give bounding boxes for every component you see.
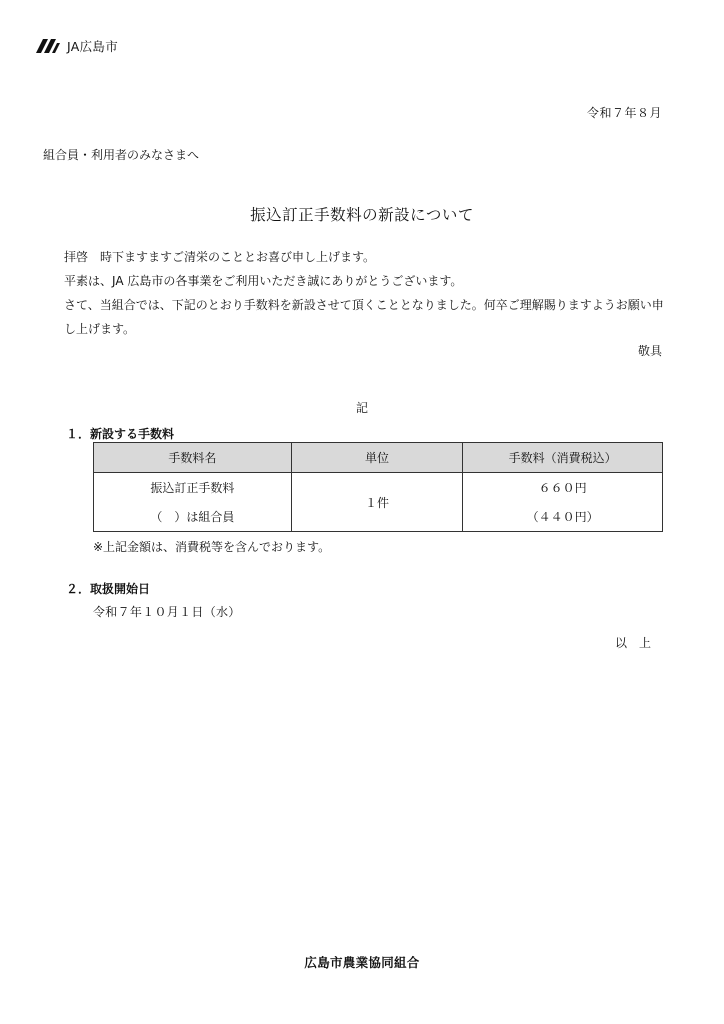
- table-header-row: [94, 443, 663, 473]
- tax-note: ※上記金額は、消費税等を含んでおります。: [93, 540, 331, 554]
- paragraph-announcement: さて、当組合では、下記のとおり手数料を新設させて頂くこととなりました。何卒ご理解賜りますようお願い申し上げます。: [64, 298, 664, 336]
- paragraph-thanks: 平素は、JA 広島市の各事業をご利用いただき誠にありがとうございます。: [64, 274, 463, 288]
- table-row: [94, 473, 663, 532]
- closing-ijo: 以 上: [614, 636, 651, 650]
- header-unit: 単位: [291, 443, 463, 473]
- logo-text: JA広島市: [67, 39, 119, 54]
- cell-unit: １件: [291, 473, 463, 532]
- header-fee-amount: 手数料（消費税込）: [463, 443, 663, 473]
- cell-fee-amount: [463, 473, 663, 532]
- fee-amount-line1: ６６０円: [538, 481, 587, 495]
- header-fee-name: 手数料名: [94, 443, 292, 473]
- closing-keigu: 敬具: [637, 344, 662, 358]
- start-date: 令和７年１０月１日（水）: [93, 605, 241, 619]
- document-title: 振込訂正手数料の新設について: [250, 206, 474, 224]
- ja-mark-icon: [36, 39, 64, 53]
- fee-name-line1: 振込訂正手数料: [150, 481, 235, 495]
- section1-heading: １．新設する手数料: [66, 427, 175, 441]
- addressee: 組合員・利用者のみなさまへ: [43, 148, 200, 162]
- organization-name: 広島市農業協同組合: [304, 955, 420, 970]
- fee-table: [93, 442, 663, 532]
- cell-fee-name: [94, 473, 292, 532]
- ki-marker: 記: [355, 401, 368, 415]
- section2-heading: ２．取扱開始日: [66, 582, 151, 596]
- fee-name-line2: （ ）は組合員: [150, 510, 235, 524]
- paragraph-greeting: 拝啓 時下ますますご清栄のこととお喜び申し上げます。: [64, 250, 376, 264]
- fee-amount-line2: （４４０円）: [526, 510, 599, 524]
- ja-logo: [36, 37, 118, 55]
- issue-date: 令和７年８月: [586, 106, 662, 120]
